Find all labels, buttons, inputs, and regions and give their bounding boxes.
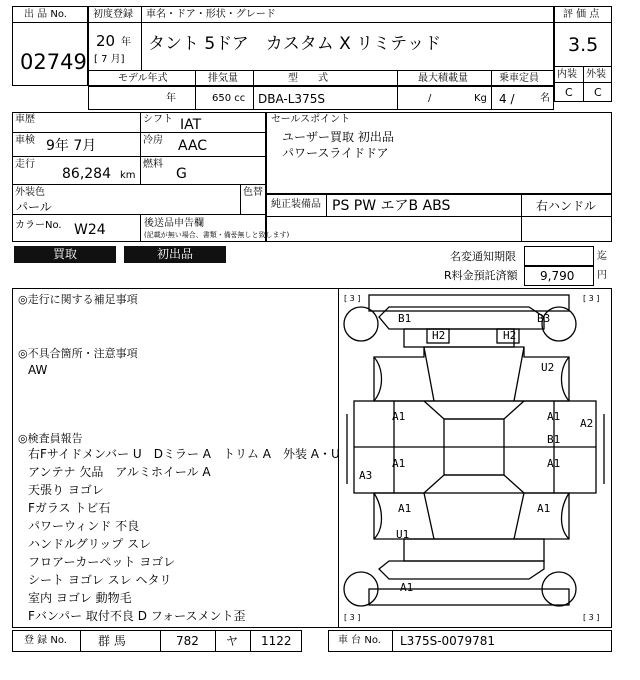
sales-point-1: ユーザー買取 初出品 xyxy=(282,130,394,144)
first-registration-label: 初度登録 xyxy=(93,9,133,20)
report-line-6: ハンドルグリップ スレ xyxy=(28,537,152,551)
registration-label: 登 録 No. xyxy=(24,635,67,646)
shift: IAT xyxy=(180,117,202,133)
first-listing-tag: 初出品 xyxy=(124,246,226,263)
fuel-label: 燃料 xyxy=(143,159,163,170)
rear-bumper-outline xyxy=(379,561,544,579)
damage-mark: A1 xyxy=(398,502,412,515)
max-load-unit: Kg xyxy=(474,93,487,104)
deadline-box xyxy=(524,246,594,266)
steering: 右ハンドル xyxy=(536,199,597,213)
tire-bottom-right: [ 3 ] xyxy=(583,613,600,622)
chassis-number: L375S-0079781 xyxy=(400,634,495,648)
damage-mark: A1 xyxy=(392,457,406,470)
car-name: タント 5ドア カスタム X リミテッド xyxy=(148,34,442,54)
damage-mark: A1 xyxy=(547,410,561,423)
bottom-tire-frame xyxy=(369,589,569,605)
equipment: PS PW エアB ABS xyxy=(332,198,451,214)
report-line-3: 天張り ヨゴレ xyxy=(28,483,104,497)
model-year-unit: 年 xyxy=(166,93,176,104)
buyback-tag: 買取 xyxy=(14,246,116,263)
capacity-unit: 名 xyxy=(540,93,550,104)
recycle-amount: 9,790 xyxy=(540,269,575,283)
damage-mark: B1 xyxy=(398,312,412,325)
first-registration-year: 20 xyxy=(96,32,116,50)
exterior-label: 外装 xyxy=(586,69,606,80)
tire-top-right: [ 3 ] xyxy=(583,294,600,303)
damage-mark: A1 xyxy=(537,502,551,515)
ac-label: 冷房 xyxy=(143,135,163,146)
damage-mark: B3 xyxy=(537,312,551,325)
inspection: 9年 7月 xyxy=(46,138,97,154)
damage-mark: A3 xyxy=(359,469,373,482)
deadline-label: 名変通知期限 xyxy=(450,250,516,263)
tire-bottom-left: [ 3 ] xyxy=(344,613,361,622)
tire-top-left: [ 3 ] xyxy=(344,294,361,303)
report-line-4: Fガラス トビ石 xyxy=(28,501,111,515)
registration-area: 群 馬 xyxy=(98,634,126,648)
max-load-separator: / xyxy=(428,93,432,104)
damage-mark: A1 xyxy=(547,457,561,470)
first-registration-month: [ 7 月] xyxy=(94,54,125,65)
damage-mark: H2 xyxy=(432,329,446,342)
interior-grade: C xyxy=(565,86,573,99)
lot-number-label: 出 品 No. xyxy=(24,9,67,20)
ac: AAC xyxy=(178,138,208,154)
aftermarket-note: (記載が無い場合、書類・備품無しと致します) xyxy=(144,231,290,239)
interior-label: 内装 xyxy=(557,69,577,80)
max-load-label: 最大積載量 xyxy=(418,73,468,84)
deadline-suffix: 迄 xyxy=(597,251,607,262)
exterior-color-label: 外装色 xyxy=(15,187,45,198)
damage-mark: A1 xyxy=(400,581,414,594)
defects: AW xyxy=(28,363,48,377)
damage-mark: A2 xyxy=(580,417,594,430)
displacement-label: 排気量 xyxy=(208,73,238,84)
mileage: 86,284 xyxy=(62,166,111,182)
history-label: 車歴 xyxy=(15,114,35,125)
registration-kana: ヤ xyxy=(226,634,239,648)
recycle-label: R料金預託済額 xyxy=(444,269,518,282)
damage-mark: B1 xyxy=(547,433,561,446)
car-damage-diagram xyxy=(339,289,611,627)
inspector-report-label: ◎検査員報告 xyxy=(18,432,83,445)
model-year-label: モデル年式 xyxy=(118,73,168,84)
inspection-label: 車検 xyxy=(15,135,35,146)
shift-label: シフト xyxy=(143,114,173,125)
score: 3.5 xyxy=(568,34,599,56)
sales-points-label: セールスポイント xyxy=(271,114,351,125)
equipment-label: 純正装備品 xyxy=(271,199,321,210)
report-line-1: 右Fサイドメンバー U Dミラー A トリム A 外装 A・U xyxy=(28,447,340,461)
report-line-9: 室内 ヨゴレ 動物毛 xyxy=(28,591,132,605)
report-line-8: シート ヨゴレ スレ ヘタリ xyxy=(28,573,172,587)
type-label: 型 式 xyxy=(288,73,328,84)
recycle-unit: 円 xyxy=(597,270,607,281)
color-number-label: カラーNo. xyxy=(15,220,62,231)
damage-mark: H2 xyxy=(503,329,517,342)
score-label: 評 価 点 xyxy=(563,9,600,20)
registration-class: 782 xyxy=(176,634,199,648)
fuel: G xyxy=(176,166,187,182)
damage-mark: U1 xyxy=(396,528,410,541)
report-line-10: Fバンパー 取付不良 D フォースメント歪 xyxy=(28,609,246,623)
sales-point-2: パワースライドドア xyxy=(282,146,389,160)
capacity: 4 / xyxy=(499,92,515,106)
damage-mark: U2 xyxy=(541,361,555,374)
report-line-2: アンテナ 欠品 アルミホイール A xyxy=(28,465,211,479)
chassis-label: 車 台 No. xyxy=(338,635,381,646)
mileage-unit: km xyxy=(120,170,136,181)
lot-number: 02749 xyxy=(20,50,87,74)
exterior-color: パール xyxy=(16,200,52,214)
damage-mark: A1 xyxy=(392,410,406,423)
color-number: W24 xyxy=(74,222,106,238)
driving-notes-label: ◎走行に関する補足事項 xyxy=(18,293,138,306)
aftermarket-label: 後送品申告欄 xyxy=(144,218,204,229)
exterior-grade: C xyxy=(594,86,602,99)
report-line-7: フロアーカーペット ヨゴレ xyxy=(28,555,176,569)
report-line-5: パワーウィンド 不良 xyxy=(28,519,140,533)
capacity-label: 乗車定員 xyxy=(499,73,539,84)
year-unit: 年 xyxy=(121,37,131,48)
registration-number: 1122 xyxy=(261,634,292,648)
car-name-label: 車名・ドア・形状・グレード xyxy=(146,9,276,20)
displacement: 650 cc xyxy=(212,93,246,104)
top-tire-frame xyxy=(369,295,569,311)
defects-label: ◎不具合箇所・注意事項 xyxy=(18,347,138,360)
mileage-label: 走行 xyxy=(15,159,35,170)
color-change-label: 色替 xyxy=(243,187,263,198)
wheel-front-left xyxy=(344,307,378,341)
model-type: DBA-L375S xyxy=(258,92,325,106)
